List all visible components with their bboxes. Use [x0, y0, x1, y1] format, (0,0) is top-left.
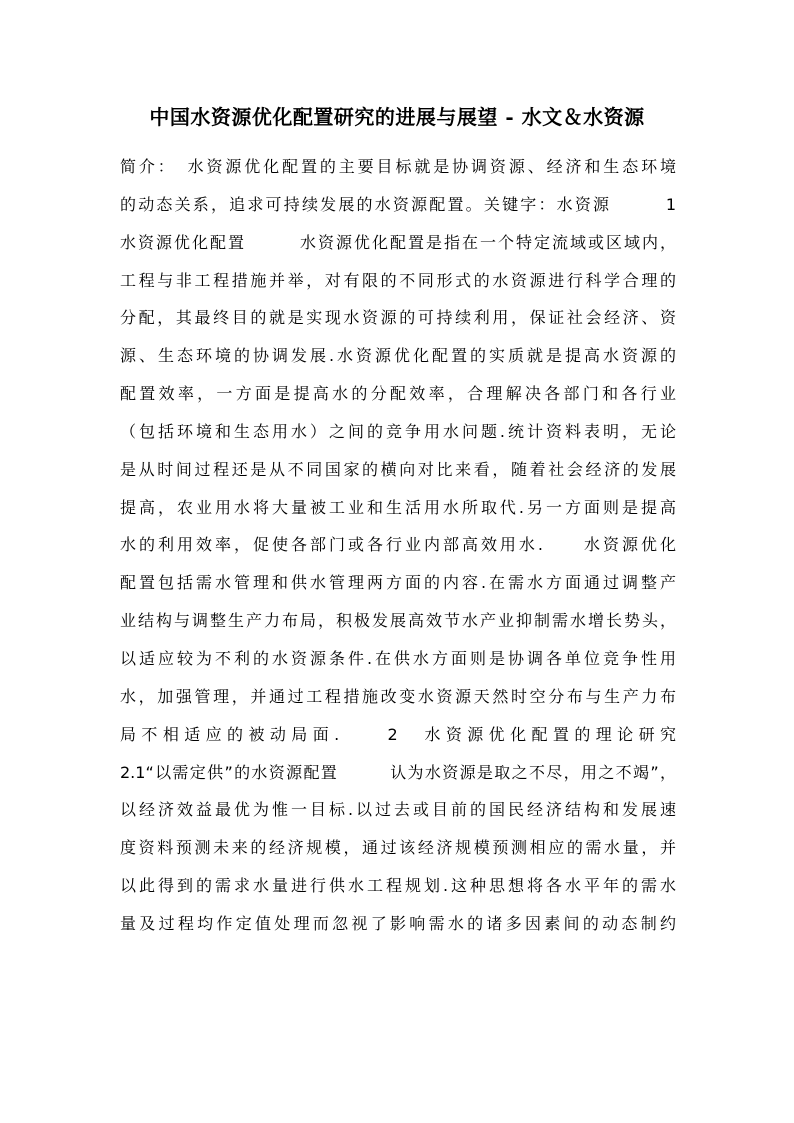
body-line: 工程与非工程措施并举，对有限的不同形式的水资源进行科学合理的: [120, 270, 676, 290]
body-line: 是从时间过程还是从不同国家的横向对比来看，随着社会经济的发展: [120, 459, 676, 479]
body-line: 水的利用效率，促使各部门或各行业内部高效用水. 水资源优化: [120, 535, 676, 555]
body-line: 水资源优化配置 水资源优化配置是指在一个特定流域或区域内，: [120, 232, 676, 252]
body-line: 提高，农业用水将大量被工业和生活用水所取代.另一方面则是提高: [120, 497, 676, 517]
body-line: 业结构与调整生产力布局，积极发展高效节水产业抑制需水增长势头，: [120, 611, 676, 631]
body-line: 局不相适应的被动局面. 2 水资源优化配置的理论研究: [120, 724, 676, 744]
body-line: （包括环境和生态用水）之间的竞争用水问题.统计资料表明，无论: [120, 421, 676, 441]
body-line: 的动态关系，追求可持续发展的水资源配置。关键字：水资源 1: [120, 194, 676, 214]
document-title: 中国水资源优化配置研究的进展与展望 - 水文＆水资源: [149, 105, 645, 129]
body-line: 度资料预测未来的经济规模，通过该经济规模预测相应的需水量，并: [120, 838, 676, 858]
document-body: [120, 148, 676, 943]
body-line: 以经济效益最优为惟一目标.以过去或目前的国民经济结构和发展速: [120, 800, 676, 820]
body-line: 以此得到的需求水量进行供水工程规划.这种思想将各水平年的需水: [120, 876, 676, 896]
body-line: 水，加强管理，并通过工程措施改变水资源天然时空分布与生产力布: [120, 686, 676, 706]
body-line: 配置效率，一方面是提高水的分配效率，合理解决各部门和各行业: [120, 384, 676, 404]
body-line: 简介： 水资源优化配置的主要目标就是协调资源、经济和生态环境: [120, 157, 676, 176]
body-line: 配置包括需水管理和供水管理两方面的内容.在需水方面通过调整产: [120, 573, 676, 593]
body-line: 以适应较为不利的水资源条件.在供水方面则是协调各单位竞争性用: [120, 648, 676, 668]
body-line: 2.1“以需定供”的水资源配置 认为水资源是取之不尽，用之不竭”，: [120, 762, 676, 782]
body-line: 分配，其最终目的就是实现水资源的可持续利用，保证社会经济、资: [120, 308, 676, 328]
body-line: 源、生态环境的协调发展.水资源优化配置的实质就是提高水资源的: [120, 346, 676, 366]
body-line: 量及过程均作定值处理而忽视了影响需水的诸多因素间的动态制约: [120, 913, 676, 933]
